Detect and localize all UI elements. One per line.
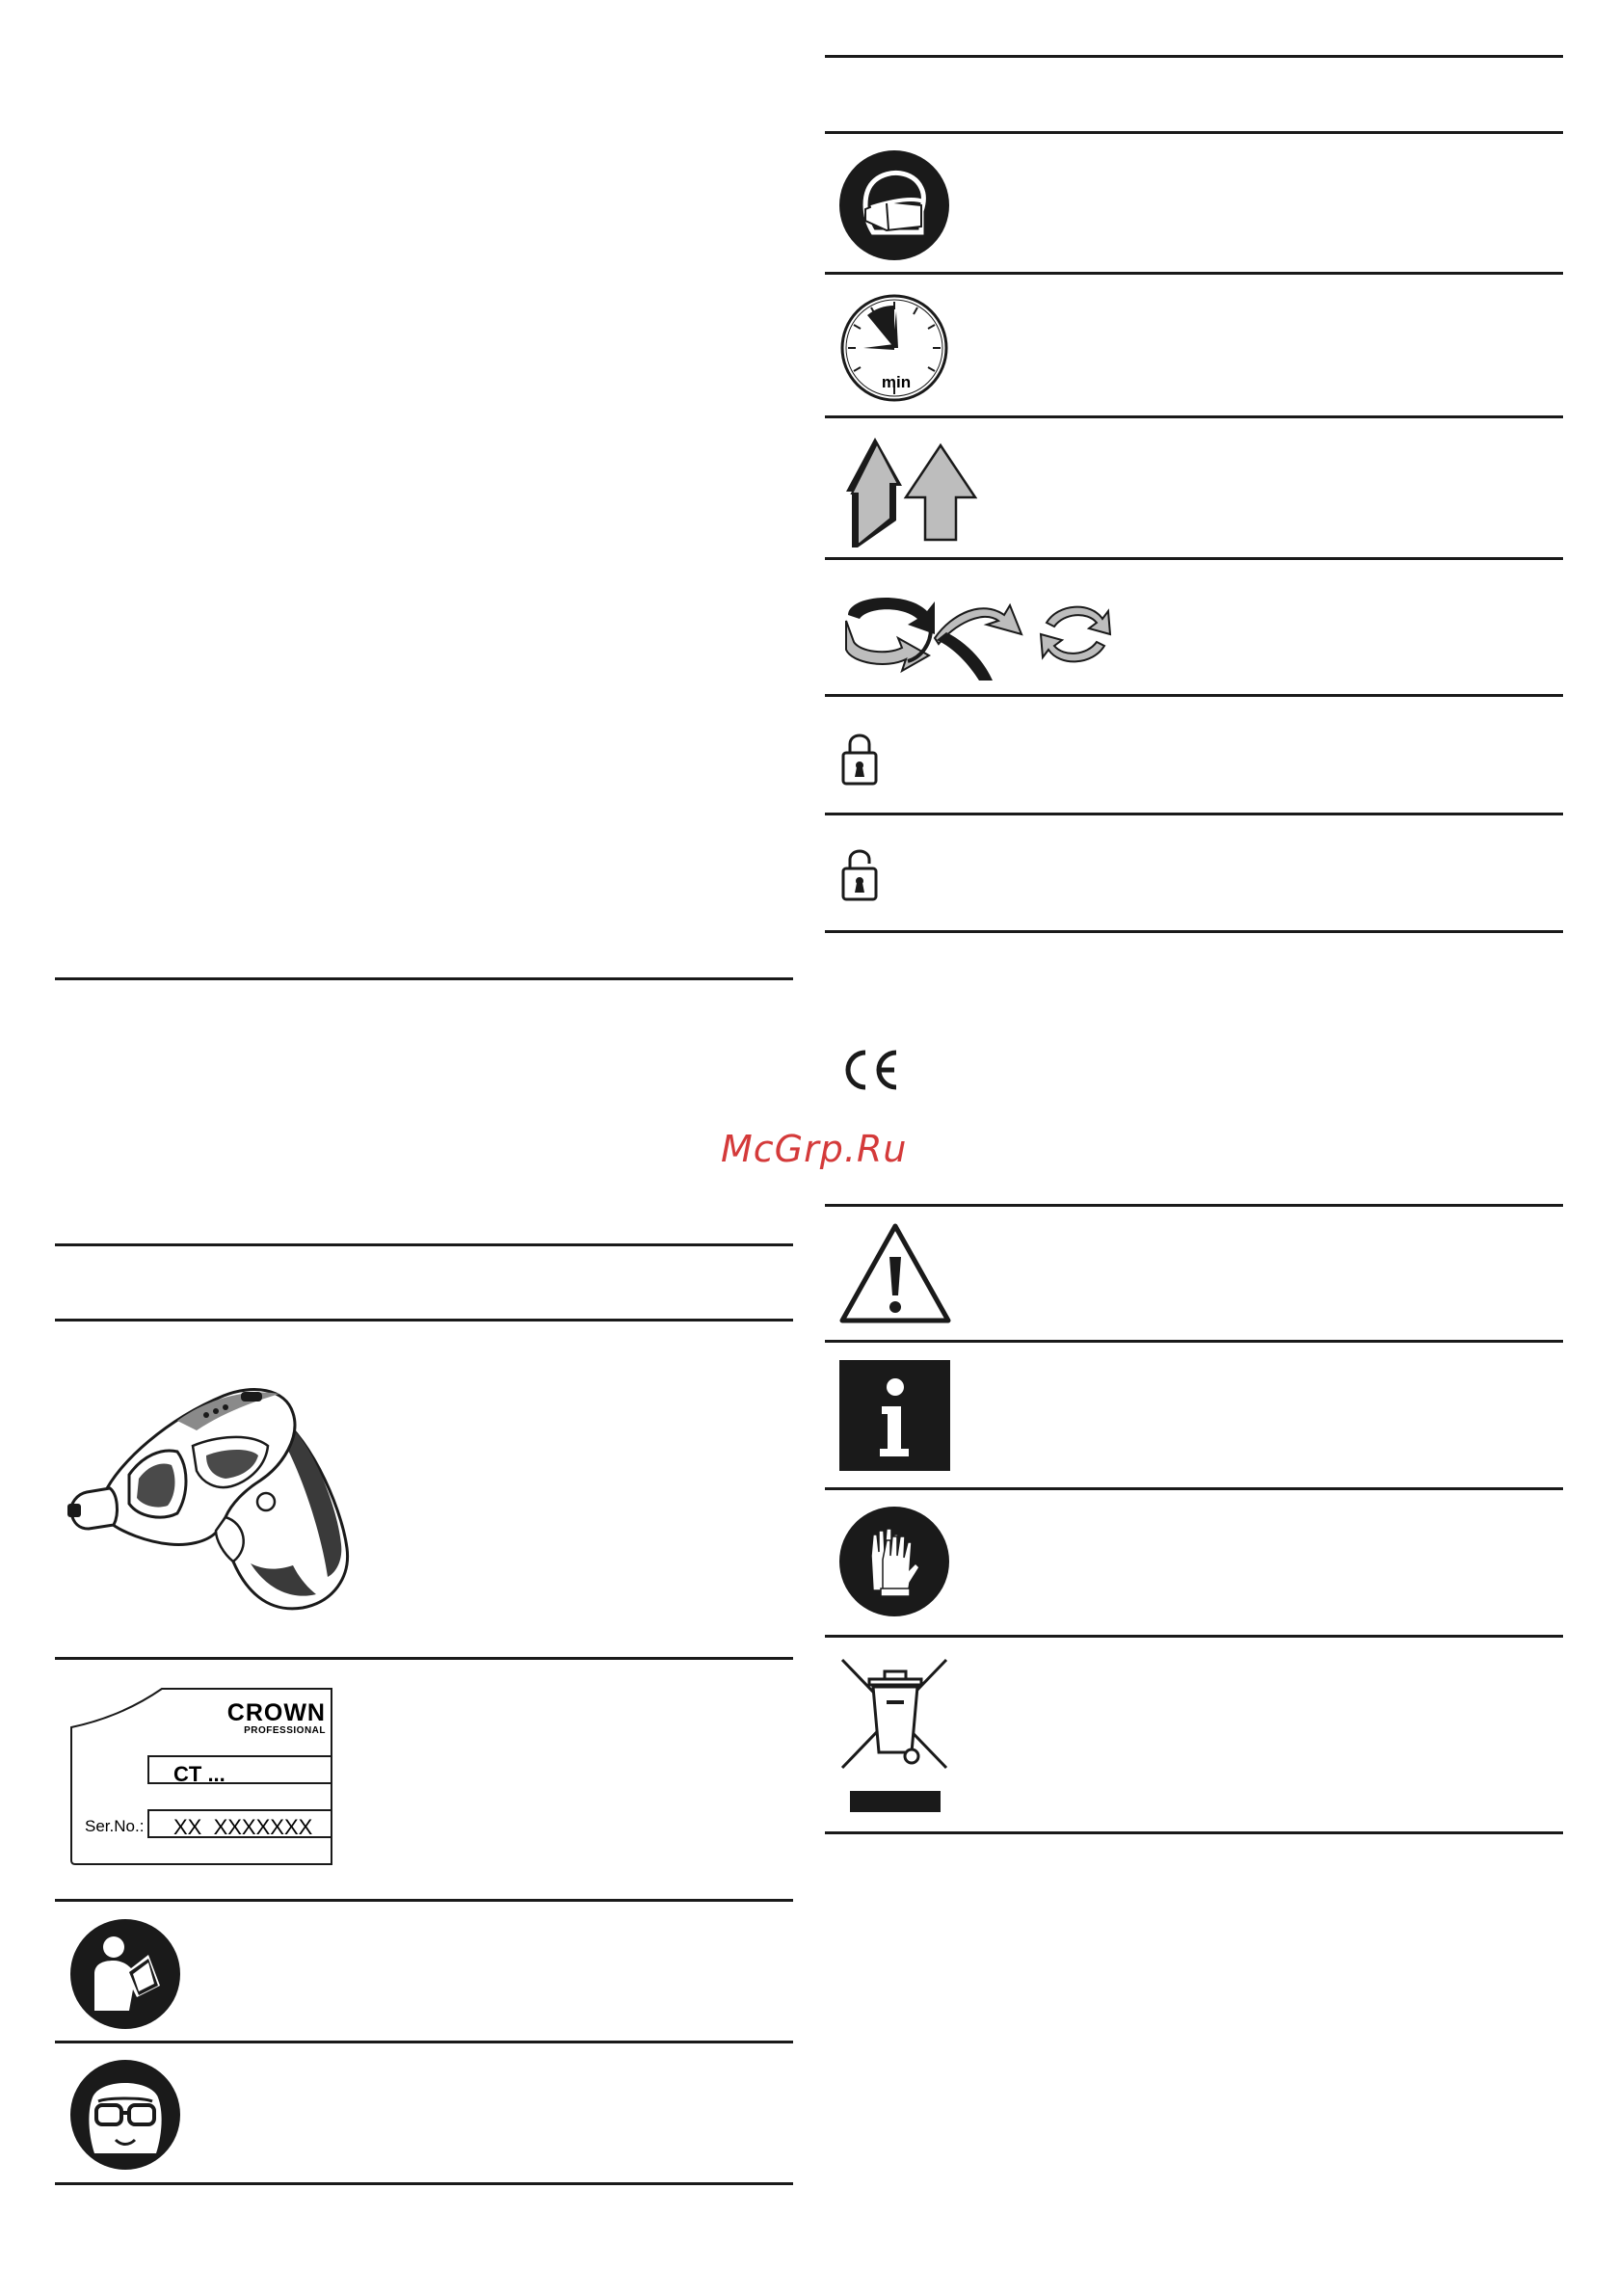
right-rule-2 <box>825 131 1563 134</box>
right-rule-4 <box>825 415 1563 418</box>
gloves-icon <box>838 1506 950 1617</box>
rating-plate-serial-value: XX XXXXXXX <box>173 1815 313 1839</box>
watermark: McGrp.Ru <box>721 1128 908 1170</box>
warning-icon <box>838 1222 952 1324</box>
dust-mask-icon <box>838 149 950 261</box>
right-rule-8 <box>825 930 1563 933</box>
left-rule-5 <box>55 1899 793 1902</box>
right-rule-10 <box>825 1340 1563 1343</box>
eye-protection-icon <box>69 2059 181 2171</box>
left-rule-3 <box>55 1319 793 1322</box>
right-rule-9 <box>825 1204 1563 1207</box>
right-rule-1 <box>825 55 1563 58</box>
rating-plate-sub-brand: PROFESSIONAL <box>244 1725 326 1736</box>
left-rule-6 <box>55 2041 793 2043</box>
rating-plate-brand: CROWN <box>226 1699 326 1726</box>
ce-mark <box>840 1047 902 1093</box>
read-manual-icon <box>69 1918 181 2030</box>
weee-bin-icon <box>838 1656 952 1818</box>
rating-plate-serial-label: Ser.No.: <box>85 1817 145 1835</box>
lock-closed-icon <box>840 731 879 787</box>
rotation-icons <box>838 586 1147 682</box>
left-rule-1 <box>55 977 793 980</box>
arrow-up-icons <box>846 434 1010 549</box>
rating-plate-model: CT ... <box>173 1762 225 1786</box>
right-rule-13 <box>825 1831 1563 1834</box>
right-rule-12 <box>825 1635 1563 1638</box>
info-icon <box>839 1360 950 1471</box>
right-rule-7 <box>825 813 1563 815</box>
left-rule-4 <box>55 1657 793 1660</box>
left-rule-7 <box>55 2182 793 2185</box>
right-rule-5 <box>825 557 1563 560</box>
right-rule-11 <box>825 1487 1563 1490</box>
product-drawing <box>62 1359 370 1619</box>
clock-unit-label: min <box>881 373 912 391</box>
right-rule-6 <box>825 694 1563 697</box>
lock-open-icon <box>840 846 879 902</box>
left-rule-2 <box>55 1243 793 1246</box>
right-rule-3 <box>825 272 1563 275</box>
